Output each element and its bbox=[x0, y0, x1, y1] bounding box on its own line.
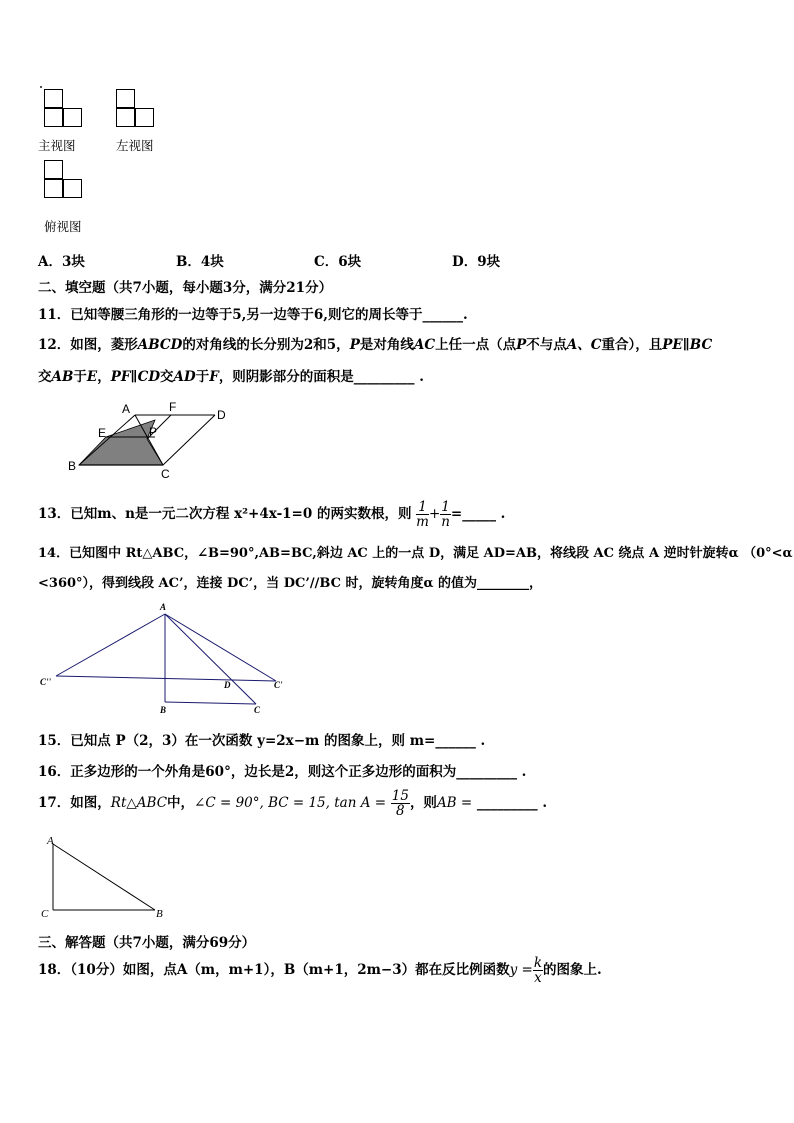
label-A: A bbox=[160, 602, 167, 612]
label-C: C bbox=[254, 705, 261, 715]
fraction-1-over-m: $\frac{1}{m}$ bbox=[416, 499, 429, 530]
question-17: 17．如图，Rt△ABC中，∠C = 90°, BC = 15, tan A = $\frac{15}{8}$ ，则AB = _________ . bbox=[38, 788, 548, 819]
option-a: A．3块 bbox=[38, 254, 85, 270]
label-A: A bbox=[47, 835, 54, 847]
fraction-1-over-n: $\frac{1}{n}$ bbox=[441, 499, 450, 530]
label-D: D bbox=[217, 408, 226, 422]
option-b: B．4块 bbox=[176, 254, 224, 270]
right-triangle-figure bbox=[38, 832, 178, 920]
option-c: C．6块 bbox=[314, 254, 362, 270]
label-P: P bbox=[149, 425, 158, 439]
label-B: B bbox=[156, 908, 163, 920]
option-d: D．9块 bbox=[452, 254, 501, 270]
top-view-drawing bbox=[44, 160, 86, 202]
question-14-line-2: <360°），得到线段 AC’，连接 DC’，当 DC’//BC 时，旋转角度α 的值为________， bbox=[38, 576, 542, 591]
rotation-figure bbox=[38, 600, 298, 718]
label-C-double-prime: C'' bbox=[40, 677, 52, 687]
label-B: B bbox=[160, 705, 167, 715]
label-D: D bbox=[224, 680, 231, 690]
section-heading-answers: 三、解答题（共7小题，满分69分） bbox=[38, 935, 256, 951]
front-view-label: 主视图 bbox=[38, 138, 76, 153]
section-heading-fill-in: 二、填空题（共7小题，每小题3分，满分21分） bbox=[38, 280, 333, 296]
top-view-label: 俯视图 bbox=[44, 219, 82, 234]
label-B: B bbox=[68, 459, 77, 473]
question-12-line-2: 交AB于E，PF∥CD交AD于F，则阴影部分的面积是_________ . bbox=[38, 369, 424, 385]
question-11: 11．已知等腰三角形的一边等于5,另一边等于6,则它的周长等于______. bbox=[38, 307, 468, 323]
label-A: A bbox=[122, 402, 131, 416]
stray-dot bbox=[40, 86, 42, 88]
question-13: 13．已知m、n是一元二次方程 x²+4x-1=0 的两实数根，则 $\frac{1}{m}$ + $\frac{1}{n}$ =_____ . bbox=[38, 499, 506, 530]
question-15: 15．已知点 P（2，3）在一次函数 y=2x−m 的图象上，则 m=______ . bbox=[38, 733, 486, 749]
label-C-prime: C' bbox=[274, 680, 283, 690]
label-E: E bbox=[98, 426, 107, 440]
left-view-label: 左视图 bbox=[116, 138, 154, 153]
rhombus-figure bbox=[60, 398, 240, 483]
label-C: C bbox=[161, 467, 170, 481]
label-F: F bbox=[169, 400, 177, 414]
fraction-15-over-8: $\frac{15}{8}$ bbox=[391, 788, 409, 819]
question-16: 16．正多边形的一个外角是60°，边长是2，则这个正多边形的面积为_________ . bbox=[38, 764, 527, 780]
fraction-k-over-x: $\frac{k}{x}$ bbox=[533, 955, 543, 986]
left-view-drawing bbox=[116, 89, 158, 131]
front-view-drawing bbox=[44, 89, 86, 131]
question-18: 18．（10分）如图，点A（m，m+1），B（m+1，2m−3）都在反比例函数y = $\frac{k}{x}$ 的图象上. bbox=[38, 955, 602, 986]
question-12-line-1: 12．如图，菱形ABCD的对角线的长分别为2和5，P是对角线AC上任一点（点P不与点A、C重合），且PE∥BC bbox=[38, 337, 713, 353]
label-C: C bbox=[41, 908, 49, 920]
question-14-line-1: 14．已知图中 Rt△ABC，∠B=90°,AB=BC,斜边 AC 上的一点 D，满足 AD=AB，将线段 AC 绕点 A 逆时针旋转α （0°<α bbox=[38, 546, 793, 561]
